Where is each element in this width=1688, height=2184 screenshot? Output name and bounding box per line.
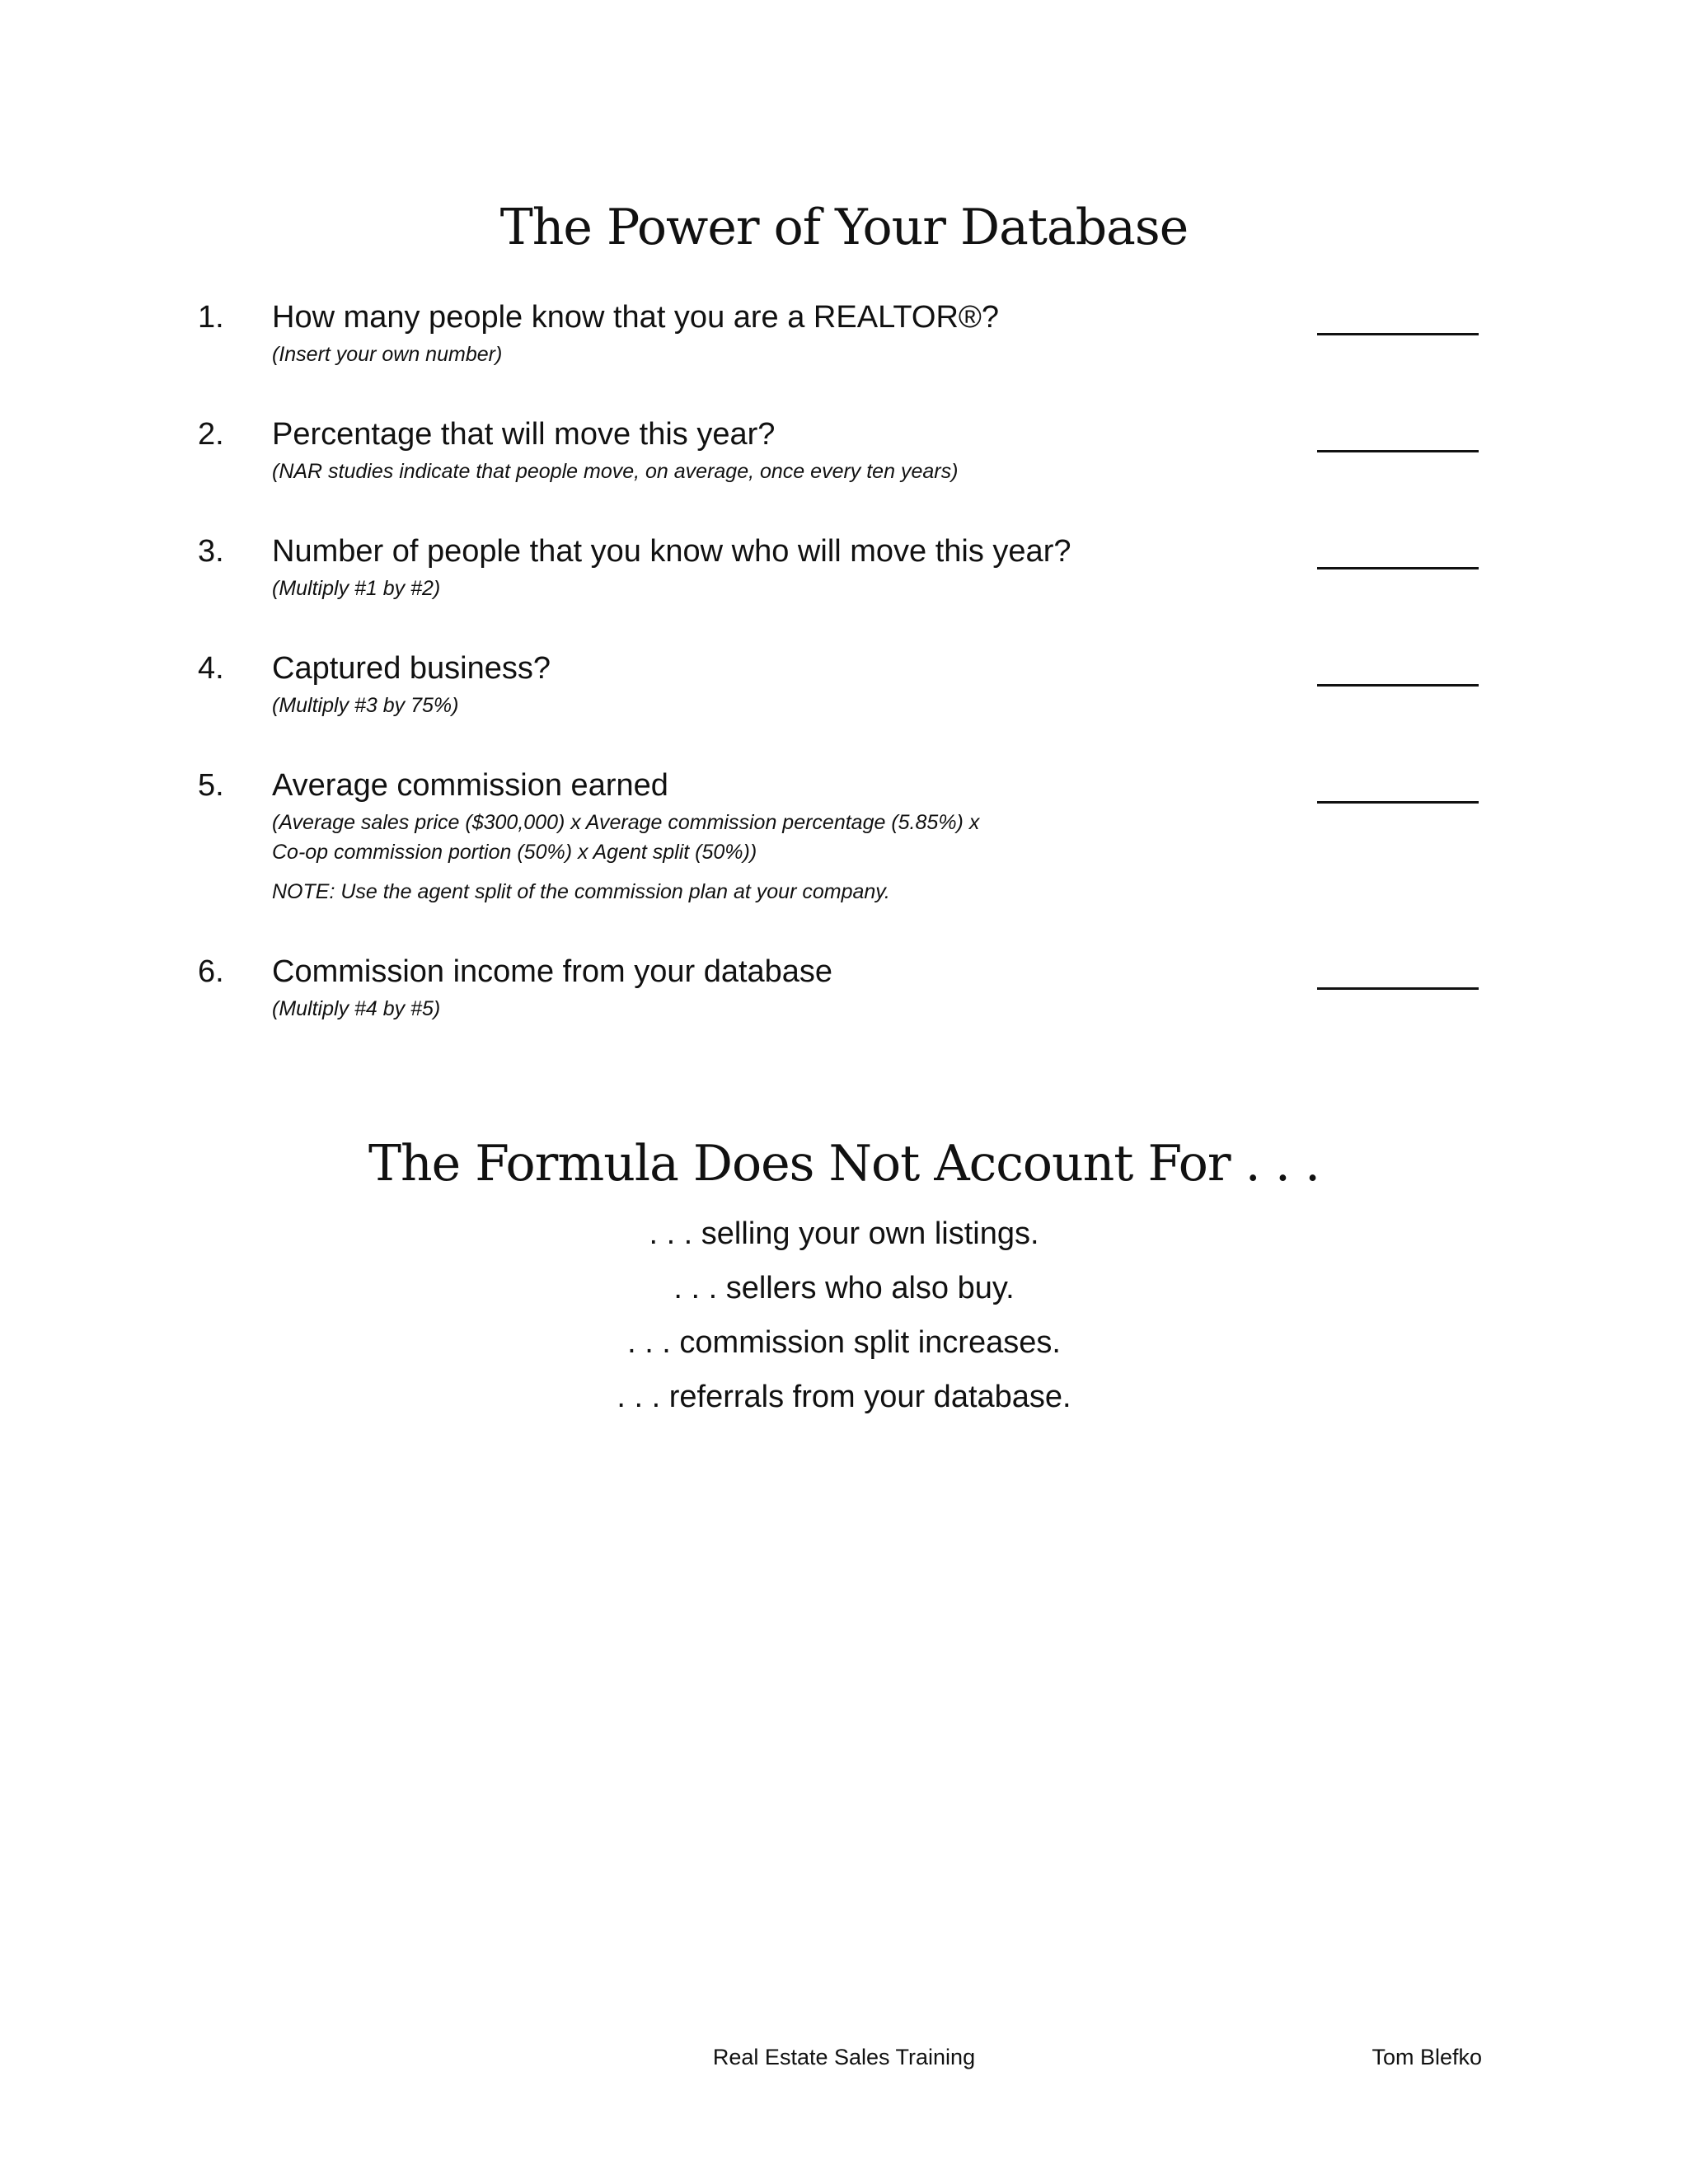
answer-blank-line	[1317, 684, 1479, 687]
answer-blank-line	[1317, 567, 1479, 569]
answer-blank-line	[1317, 801, 1479, 804]
bullet-item: . . . selling your own listings.	[649, 1216, 1039, 1251]
bullet-item: . . . commission split increases.	[627, 1325, 1061, 1360]
question-hint-continued: Co-op commission portion (50%) x Agent split (50%))	[272, 841, 757, 864]
question-number: 2.	[198, 417, 224, 452]
question-text: Commission income from your database	[272, 954, 833, 989]
question-text: Number of people that you know who will move this year?	[272, 534, 1071, 569]
footer-author: Tom Blefko	[1372, 2045, 1482, 2069]
bullet-item: . . . sellers who also buy.	[673, 1271, 1015, 1305]
question-hint: (Insert your own number)	[272, 343, 503, 366]
section-heading: The Formula Does Not Account For . . .	[368, 1135, 1320, 1193]
bullet-item: . . . referrals from your database.	[617, 1380, 1071, 1414]
page-title: The Power of Your Database	[499, 199, 1189, 256]
question-hint: (Multiply #4 by #5)	[272, 997, 441, 1020]
bullet-list	[0, 1207, 1688, 1424]
answer-blank-line	[1317, 450, 1479, 452]
question-hint: (Multiply #3 by 75%)	[272, 694, 459, 717]
question-number: 5.	[198, 768, 224, 803]
footer-title: Real Estate Sales Training	[712, 2045, 976, 2069]
question-hint: (Multiply #1 by #2)	[272, 577, 441, 600]
question-hint: (NAR studies indicate that people move, on average, once every ten years)	[272, 460, 959, 483]
question-number: 4.	[198, 651, 224, 686]
question-note: NOTE: Use the agent split of the commission plan at your company.	[272, 880, 890, 903]
question-number: 6.	[198, 954, 224, 989]
question-text: Average commission earned	[272, 768, 668, 803]
question-text: Percentage that will move this year?	[272, 417, 776, 452]
question-number: 1.	[198, 300, 224, 335]
question-hint: (Average sales price ($300,000) x Average commission percentage (5.85%) x	[272, 811, 980, 834]
question-number: 3.	[198, 534, 224, 569]
question-text: How many people know that you are a REALTOR®?	[272, 300, 1000, 335]
question-text: Captured business?	[272, 651, 551, 686]
answer-blank-line	[1317, 987, 1479, 990]
answer-blank-line	[1317, 333, 1479, 335]
